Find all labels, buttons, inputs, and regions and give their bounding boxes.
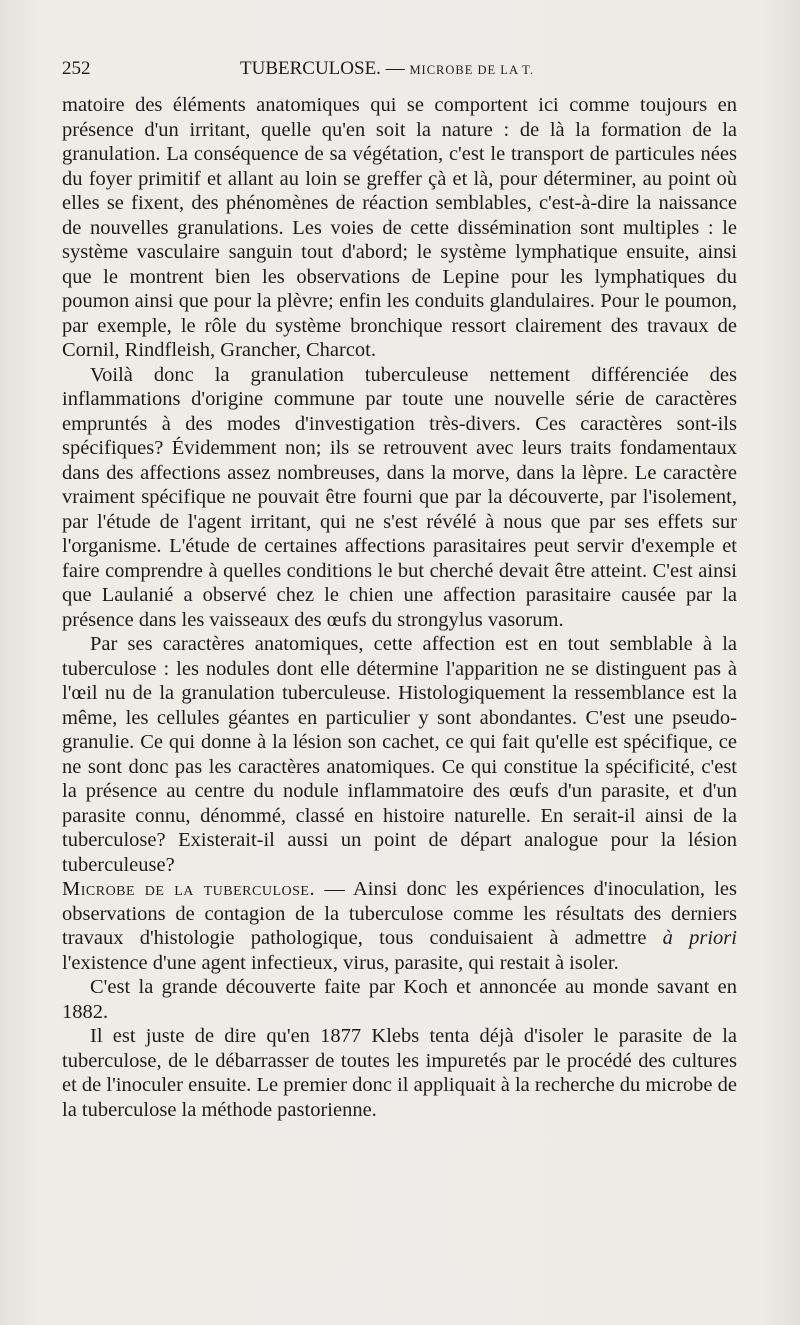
paragraph-koch: C'est la grande découverte faite par Koch et annoncée au monde savant en 1882.	[62, 976, 737, 1023]
body-text	[62, 93, 737, 1122]
paragraph-continuation: matoire des éléments anatomiques qui se comportent ici comme toujours en présence d'un irritant, quelle qu'en soit la nature : de là la formation de la granulation. La conséquence de sa végétation, c'est le transport de particules nées du foyer primitif et allant au loin se greffer çà et là, pour déterminer, au point où elles se fixent, des phénomènes de réaction semblables, c'est-à-dire la naissance de nouvelles granulations. Les voies de cette dissémination sont multiples : le système vasculaire sanguin tout d'abord; le système lymphatique ensuite, ainsi que le montrent bien les observations de Lepine pour les lymphatiques du poumon ainsi que pour la plèvre; enfin les conduits glandulaires. Pour le poumon, par exemple, le rôle du système bronchique ressort clairement des travaux de Cornil, Rindfleish, Grancher, Charcot.	[62, 94, 737, 361]
running-header	[62, 58, 738, 88]
section-text-end: l'existence d'une agent infectieux, virus, parasite, qui restait à isoler.	[62, 951, 619, 974]
paragraph-microbe-section	[62, 877, 737, 975]
running-title-main: TUBERCULOSE.	[240, 58, 381, 79]
paragraph-pseudo-granulie: Par ses caractères anatomiques, cette affection est en tout semblable à la tuberculose : les nodules dont elle détermine l'apparition ne se distinguent pas à l'œil nu de la granulation tuberculeuse. Histologiquement la ressemblance est la même, les cellules géantes en particulier y sont abondantes. C'est une pseudo-granulie. Ce qui donne à la lésion son cachet, ce qui fait qu'elle est spécifique, ce ne sont donc pas les caractères anatomiques. Ce qui constitue la spécificité, c'est la présence au centre du nodule inflammatoire des œufs d'un parasite, et d'un parasite connu, dénommé, classé en histoire naturelle. En serait-il ainsi de la tuberculose? Existerait-il aussi un point de départ analogue pour la lésion tuberculeuse?	[62, 633, 737, 876]
running-title-section: MICROBE DE LA T.	[409, 63, 535, 77]
running-title-separator: —	[385, 58, 405, 79]
section-heading: Microbe de la tuberculose.	[62, 878, 316, 900]
page-number: 252	[62, 58, 91, 79]
paragraph-klebs: Il est juste de dire qu'en 1877 Klebs tenta déjà d'isoler le parasite de la tuberculose, de le débarrasser de toutes les impuretés par le procédé des cultures et de l'inoculer ensuite. Le premier donc il appliquait à la recherche du microbe de la tuberculose la méthode pastorienne.	[62, 1025, 737, 1121]
running-title	[240, 58, 534, 80]
section-text-italic: à priori	[662, 927, 737, 949]
section-text-start: Ainsi donc les expériences d'inoculation, les observations de contagion de la tuberculose comme les résultats des derniers travaux d'histologie pathologique, tous conduisaient à admettre	[62, 878, 737, 949]
section-dash: —	[315, 878, 353, 900]
paragraph-granulation: Voilà donc la granulation tuberculeuse nettement différenciée des inflammations d'origine commune par toute une nouvelle série de caractères empruntés à des modes d'investigation très-divers. Ces caractères sont-ils spécifiques? Évidemment non; ils se retrouvent avec leurs traits fondamentaux dans des affections assez nombreuses, dans la morve, dans la lèpre. Le caractère vraiment spécifique ne pouvait être fourni que par la découverte, par l'isolement, par l'étude de l'agent irritant, qui ne s'est révélé à nous que par ses effets sur l'organisme. L'étude de certaines affections parasitaires peut servir d'exemple et faire comprendre à quelles conditions le but cherché devait être atteint. C'est ainsi que Laulanié a observé chez le chien une affection parasitaire causée par la présence dans les vaisseaux des œufs du strongylus vasorum.	[62, 363, 737, 631]
